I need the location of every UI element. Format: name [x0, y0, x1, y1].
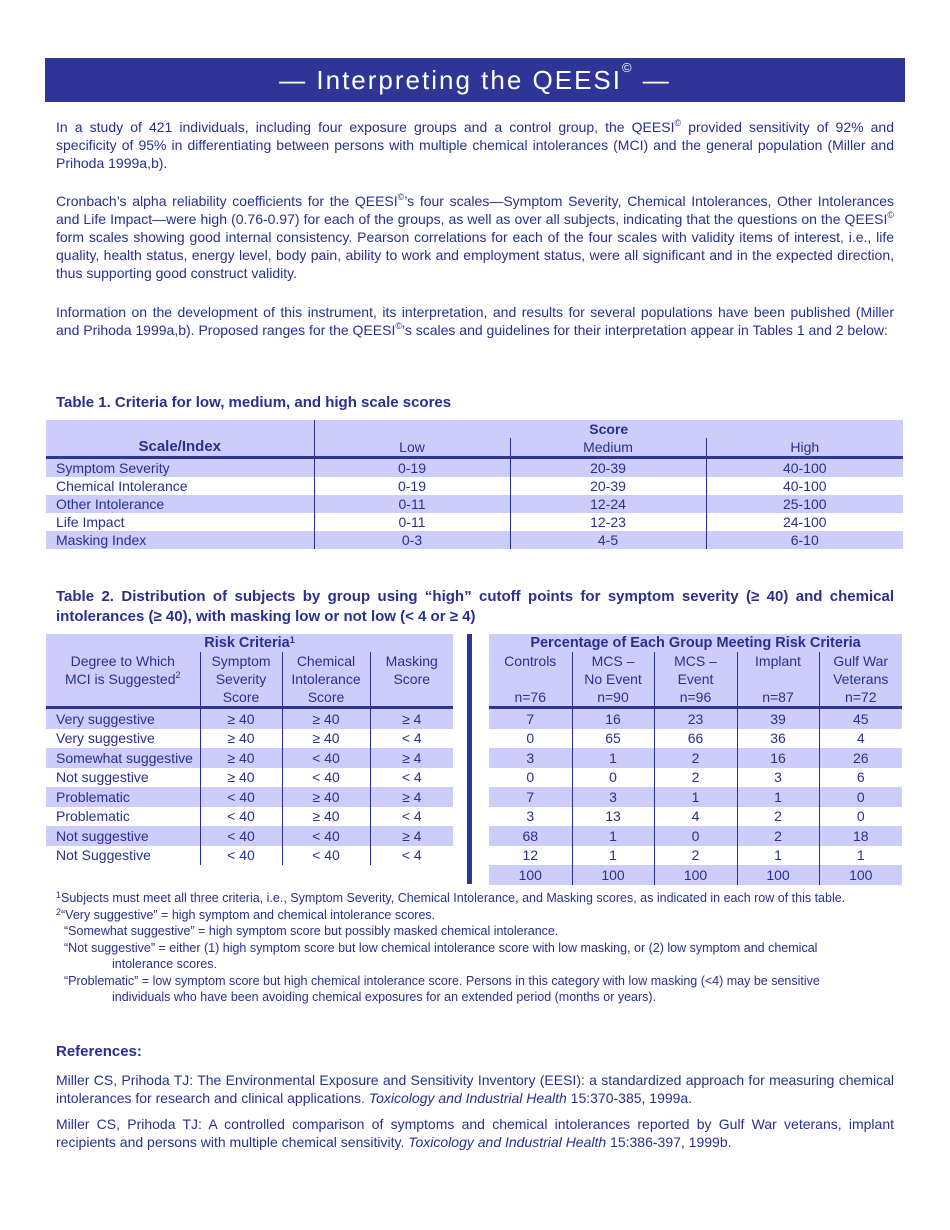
- footnote-problematic-cont: individuals who have been avoiding chemical exposures for an extended period (months or years).: [112, 990, 657, 1004]
- page-title-banner: [45, 58, 905, 102]
- total-cell: 100: [819, 865, 902, 885]
- symptom-criterion: < 40: [200, 807, 282, 827]
- group-name-line2: Veterans: [833, 671, 889, 687]
- group-n: n=96: [679, 689, 712, 705]
- masking-criterion: ≥ 4: [370, 708, 453, 729]
- chemical-criterion: ≥ 40: [282, 708, 370, 729]
- table-row: [46, 846, 453, 866]
- references-heading: References:: [56, 1043, 142, 1060]
- table-row: [46, 768, 453, 788]
- percentage-cell: 16: [572, 708, 654, 729]
- table-row: [46, 708, 453, 729]
- footnote-not-suggestive-cont: intolerance scores.: [112, 957, 217, 971]
- percentage-cell: 2: [654, 748, 737, 768]
- percentage-cell: 0: [526, 769, 535, 786]
- references: [56, 1043, 894, 1151]
- scale-name: Chemical Intolerance: [56, 478, 188, 494]
- table-row: [46, 477, 903, 495]
- group-name: Gulf War: [833, 653, 889, 669]
- col-chemical-intolerance: Chemical Intolerance Score: [282, 652, 370, 708]
- chemical-criterion: ≥ 40: [282, 729, 370, 749]
- table2-footnotes: [56, 890, 894, 1006]
- table-row: [489, 846, 902, 866]
- table-row: [46, 748, 453, 768]
- table-row: [489, 807, 902, 827]
- percentage-cell: 2: [654, 768, 737, 788]
- percentage-cell: 0: [819, 807, 902, 827]
- group-name: Controls: [504, 653, 557, 669]
- group-name-line2: No Event: [584, 671, 642, 687]
- footnote-somewhat: “Somewhat suggestive” = high symptom score but possibly masked chemical intolerance.: [64, 924, 559, 938]
- table-row: [46, 729, 453, 749]
- col-medium: Medium: [510, 438, 706, 458]
- percentage-cell: 6: [819, 768, 902, 788]
- footnote-problematic: “Problematic” = low symptom score but high chemical intolerance score. Persons in this category with low masking (<4) may be sensitive: [64, 973, 820, 988]
- degree-label: Not Suggestive: [56, 847, 151, 864]
- totals-row: [489, 865, 902, 885]
- risk-criteria-header: Risk Criteria$^1$: [204, 635, 295, 651]
- percentage-cell: 13: [572, 807, 654, 827]
- percentage-cell: 18: [819, 826, 902, 846]
- masking-criterion: ≥ 4: [370, 826, 453, 846]
- degree-label: Problematic: [56, 808, 130, 825]
- reference-2: Miller CS, Prihoda TJ: A controlled comparison of symptoms and chemical intolerances reported by Gulf War veterans, implant recipients and persons with multiple chemical sensitivity. Toxicology and Industrial Health 15:386-397, 1999b.: [56, 1116, 894, 1150]
- percentage-cell: 0: [819, 787, 902, 807]
- masking-criterion: < 4: [370, 768, 453, 788]
- percentage-cell: 7: [526, 710, 535, 727]
- low-range: 0-19: [314, 458, 510, 478]
- footnote-1: $^1$Subjects must meet all three criteria, i.e., Symptom Severity, Chemical Intolerance, and Masking scores, as indicated in each row of this table.: [56, 890, 846, 905]
- percentage-cell: 1: [737, 846, 819, 866]
- percentage-cell: 0: [572, 768, 654, 788]
- table1: [46, 420, 903, 549]
- degree-label: Not suggestive: [56, 769, 149, 786]
- intro-paragraph-1: In a study of 421 individuals, including four exposure groups and a control group, the QEESI© provided sensitivity of 92% and specificity of 95% in differentiating between persons with multiple chemical intolerances (MCI) and the general population (Miller and Prihoda 1999a,b).: [56, 118, 894, 171]
- group-n: n=76: [514, 689, 547, 705]
- symptom-criterion: < 40: [200, 787, 282, 807]
- total-cell: 100: [572, 865, 654, 885]
- table-row: [489, 826, 902, 846]
- degree-label: Not suggestive: [56, 827, 149, 844]
- scale-name: Life Impact: [56, 514, 125, 530]
- percentage-header: Percentage of Each Group Meeting Risk Criteria: [530, 635, 861, 651]
- col-low: Low: [314, 438, 510, 458]
- table-row: [46, 513, 903, 531]
- table-row: [46, 826, 453, 846]
- symptom-criterion: ≥ 40: [200, 708, 282, 729]
- reference-1: Miller CS, Prihoda TJ: The Environmental Exposure and Sensitivity Inventory (EESI): a standardized approach for measuring chemical intolerances for research and clinical applications. Toxicology and Industrial Health 15:370-385, 1999a.: [56, 1072, 894, 1106]
- page-title-end: —: [633, 65, 671, 95]
- group-name: Implant: [755, 653, 801, 669]
- percentage-cell: 1: [737, 787, 819, 807]
- symptom-criterion: < 40: [200, 846, 282, 866]
- masking-criterion: < 4: [370, 807, 453, 827]
- medium-range: 20-39: [510, 458, 706, 478]
- chemical-criterion: ≥ 40: [282, 807, 370, 827]
- footnote-2: $^2$“Very suggestive” = high symptom and chemical intolerance scores.: [56, 906, 436, 922]
- percentage-cell: 2: [737, 826, 819, 846]
- col-scale-index: Scale/Index: [138, 438, 222, 455]
- group-n: n=87: [762, 689, 794, 705]
- percentage-cell: 1: [819, 846, 902, 866]
- low-range: 0-3: [314, 531, 510, 549]
- percentage-cell: 45: [819, 708, 902, 729]
- symptom-criterion: < 40: [200, 826, 282, 846]
- percentage-cell: 2: [737, 807, 819, 827]
- group-n: n=72: [844, 689, 877, 705]
- percentage-cell: 3: [572, 787, 654, 807]
- table1-caption: Table 1. Criteria for low, medium, and high scale scores: [56, 394, 452, 411]
- masking-criterion: ≥ 4: [370, 787, 453, 807]
- table-row: [46, 495, 903, 513]
- high-range: 25-100: [706, 495, 903, 513]
- col-high: High: [706, 438, 903, 458]
- table2-percentages: [489, 634, 902, 885]
- table-row: [46, 531, 903, 549]
- percentage-cell: 23: [654, 708, 737, 729]
- masking-criterion: < 4: [370, 729, 453, 749]
- table2-risk-criteria: [46, 634, 453, 865]
- symptom-criterion: ≥ 40: [200, 748, 282, 768]
- group-header: [489, 652, 572, 708]
- low-range: 0-11: [314, 495, 510, 513]
- table-row: [46, 458, 903, 478]
- table2-caption: Table 2. Distribution of subjects by group using “high” cutoff points for symptom severity (≥ 40) and chemical intolerances (≥ 40), with masking low or not low (< 4 or ≥ 4): [56, 588, 894, 625]
- percentage-cell: 26: [819, 748, 902, 768]
- low-range: 0-19: [314, 477, 510, 495]
- masking-criterion: ≥ 4: [370, 748, 453, 768]
- percentage-cell: 3: [526, 808, 535, 825]
- group-header: [737, 652, 819, 708]
- medium-range: 12-23: [510, 513, 706, 531]
- masking-criterion: < 4: [370, 846, 453, 866]
- group-header: [654, 652, 737, 708]
- score-header: Score: [314, 420, 903, 438]
- percentage-cell: 0: [526, 730, 535, 747]
- page-title: — Interpreting the QEESI: [279, 65, 622, 95]
- table-row: [489, 768, 902, 788]
- scale-name: Masking Index: [56, 532, 147, 548]
- chemical-criterion: ≥ 40: [282, 787, 370, 807]
- percentage-cell: 1: [572, 846, 654, 866]
- medium-range: 4-5: [510, 531, 706, 549]
- percentage-cell: 1: [572, 748, 654, 768]
- percentage-cell: 66: [654, 729, 737, 749]
- percentage-cell: 4: [654, 807, 737, 827]
- group-name-line2: Event: [677, 671, 714, 687]
- table-row: [46, 787, 453, 807]
- intro-paragraph-2: Cronbach’s alpha reliability coefficients for the QEESI©’s four scales—Symptom Severity, Chemical Intolerances, Other Intolerances and Life Impact—were high (0.76-0.97) for each of the groups, as well as over all subjects, indicating that the questions on the QEESI© form scales showing good internal consistency. Pearson correlations for each of the four scales with validity items of interest, i.e., life quality, health status, energy level, body pain, ability to work and employment status, were all significant and in the expected direction, thus supporting good construct validity.: [56, 192, 894, 281]
- group-header: [572, 652, 654, 708]
- footnote-not-suggestive: “Not suggestive” = either (1) high symptom score but low chemical intolerance score with low masking, or (2) low symptom and chemical: [64, 940, 818, 955]
- degree-label: Very suggestive: [56, 730, 155, 747]
- col-symptom-severity: Symptom Severity Score: [200, 652, 282, 708]
- percentage-cell: 36: [737, 729, 819, 749]
- table-row: [489, 729, 902, 749]
- copyright-mark: ©: [621, 60, 634, 75]
- col-degree: Degree to Which MCI is Suggested$^2$: [64, 653, 181, 687]
- table2-divider: [467, 634, 472, 884]
- percentage-cell: 12: [522, 847, 539, 864]
- scale-name: Symptom Severity: [56, 460, 170, 476]
- degree-label: Problematic: [56, 788, 130, 805]
- percentage-cell: 65: [572, 729, 654, 749]
- percentage-cell: 3: [526, 749, 535, 766]
- percentage-cell: 1: [572, 826, 654, 846]
- scale-name: Other Intolerance: [56, 496, 165, 512]
- high-range: 6-10: [706, 531, 903, 549]
- degree-label: Somewhat suggestive: [56, 749, 193, 766]
- percentage-cell: 4: [819, 729, 902, 749]
- intro-paragraph-3: Information on the development of this instrument, its interpretation, and results for several populations have been published (Miller and Prihoda 1999a,b). Proposed ranges for the QEESI©’s scales and guidelines for their interpretation appear in Tables 1 and 2 below:: [56, 304, 894, 338]
- medium-range: 12-24: [510, 495, 706, 513]
- percentage-cell: 68: [522, 827, 539, 844]
- high-range: 40-100: [706, 477, 903, 495]
- percentage-cell: 3: [737, 768, 819, 788]
- total-cell: 100: [737, 865, 819, 885]
- table-row: [46, 807, 453, 827]
- degree-label: Very suggestive: [56, 710, 155, 727]
- percentage-cell: 1: [654, 787, 737, 807]
- percentage-cell: 16: [737, 748, 819, 768]
- table-row: [489, 787, 902, 807]
- chemical-criterion: < 40: [282, 748, 370, 768]
- total-cell: 100: [518, 866, 542, 883]
- group-header: [819, 652, 902, 708]
- col-masking: Masking Score: [370, 652, 453, 708]
- group-name: MCS –: [674, 653, 717, 669]
- low-range: 0-11: [314, 513, 510, 531]
- table-row: [489, 708, 902, 729]
- chemical-criterion: < 40: [282, 846, 370, 866]
- percentage-cell: 7: [526, 788, 535, 805]
- table-row: [489, 748, 902, 768]
- percentage-cell: 39: [737, 708, 819, 729]
- high-range: 40-100: [706, 458, 903, 478]
- percentage-cell: 0: [654, 826, 737, 846]
- high-range: 24-100: [706, 513, 903, 531]
- symptom-criterion: ≥ 40: [200, 768, 282, 788]
- symptom-criterion: ≥ 40: [200, 729, 282, 749]
- group-n: n=90: [597, 689, 629, 705]
- medium-range: 20-39: [510, 477, 706, 495]
- group-name: MCS –: [591, 653, 635, 669]
- percentage-cell: 2: [654, 846, 737, 866]
- total-cell: 100: [654, 865, 737, 885]
- chemical-criterion: < 40: [282, 768, 370, 788]
- chemical-criterion: < 40: [282, 826, 370, 846]
